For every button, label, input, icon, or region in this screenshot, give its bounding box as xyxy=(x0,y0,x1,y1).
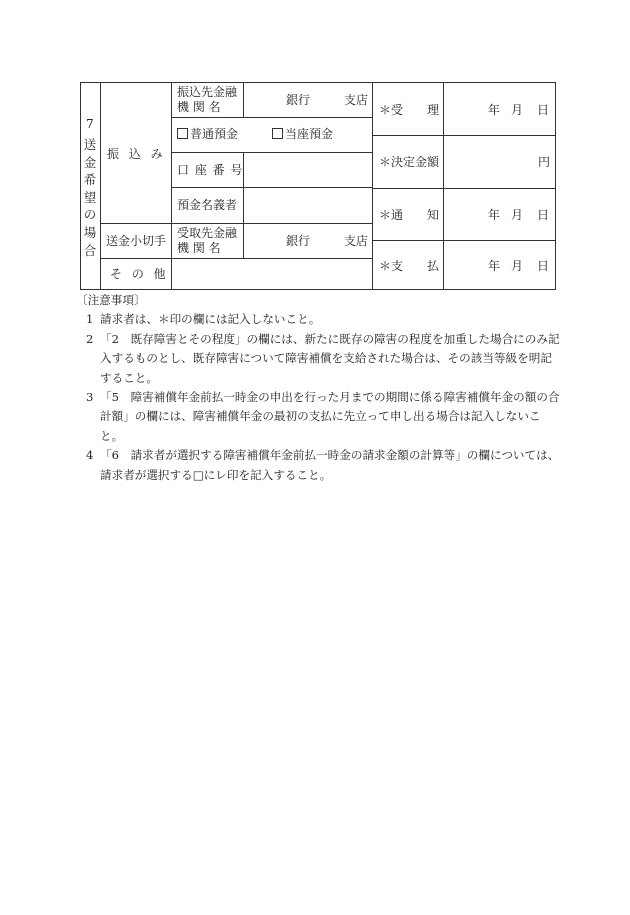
section-number: 7 xyxy=(86,117,94,131)
recv-bank-label-line1: 受取先金融 xyxy=(177,226,238,240)
tsuchi-year: 年 xyxy=(488,208,501,222)
note-number: 1 xyxy=(86,312,94,327)
deposit-ordinary-option[interactable] xyxy=(177,126,238,143)
notes-heading: 〔注意事項〕 xyxy=(76,293,146,307)
deposit-current-option[interactable] xyxy=(272,126,333,143)
uketsuke-month: 月 xyxy=(511,103,524,117)
bank-label-line2: 機 関 名 xyxy=(177,100,221,114)
note-item xyxy=(86,388,560,446)
deposit-ordinary-label: 普通預金 xyxy=(190,127,239,141)
checkbox-current[interactable] xyxy=(272,128,283,139)
uketsuke-day: 日 xyxy=(537,103,550,117)
section-title-char: 望 xyxy=(83,189,97,205)
shiharai-year: 年 xyxy=(488,259,501,273)
shiharai-month: 月 xyxy=(511,259,524,273)
note-number: 3 xyxy=(86,390,94,405)
sonota-label: そ の 他 xyxy=(110,267,169,281)
shiharai-day: 日 xyxy=(537,259,550,273)
recv-bank-value-bank: 銀行 xyxy=(286,234,311,248)
note-item xyxy=(86,310,560,329)
account-number-field[interactable] xyxy=(244,153,372,187)
sokin-label: 送金小切手 xyxy=(106,234,167,248)
note-number: 4 xyxy=(86,448,94,463)
section-title-char: の xyxy=(83,207,97,223)
uketsuke-label: ＊受 理 xyxy=(379,103,440,117)
tsuchi-day: 日 xyxy=(537,208,550,222)
note-text: 「6 請求者が選択する障害補償年金前払一時金の請求金額の計算等」の欄については、請求者が選択する□にレ印を記入すること。 xyxy=(100,448,560,482)
section-title-char: 場 xyxy=(83,224,97,240)
holder-field[interactable] xyxy=(244,188,372,223)
kettei-kingaku-unit: 円 xyxy=(538,155,551,169)
note-text: 「5 障害補償年金前払一時金の申出を行った月までの期間に係る障害補償年金の額の合計額」の欄には、障害補償年金の最初の支払に先立って申し出る場合は記入しないこと。 xyxy=(100,390,560,443)
note-item xyxy=(86,330,560,388)
bank-value-branch: 支店 xyxy=(344,93,369,107)
tsuchi-month: 月 xyxy=(511,208,524,222)
note-number: 2 xyxy=(86,331,94,346)
furikomi-label: 振 込 み xyxy=(107,147,166,161)
uketsuke-year: 年 xyxy=(488,103,501,117)
section-title-char: 合 xyxy=(83,242,97,258)
bank-value-bank: 銀行 xyxy=(286,93,311,107)
section-title-char: 希 xyxy=(83,172,97,188)
sonota-field[interactable] xyxy=(172,259,372,289)
note-text: 「2 既存障害とその程度」の欄には、新たに既存の障害の程度を加重した場合にのみ記入するものとし、既存障害について障害補償を支給された場合は、その該当等級を明記すること。 xyxy=(100,331,560,385)
section-title-vertical xyxy=(82,136,98,259)
bank-label-line1: 振込先金融 xyxy=(177,85,238,99)
recv-bank-value-branch: 支店 xyxy=(344,234,369,248)
account-number-label: 口 座 番 号 xyxy=(177,163,244,177)
checkbox-ordinary[interactable] xyxy=(177,128,188,139)
shiharai-label: ＊支 払 xyxy=(379,259,440,273)
holder-label: 預金名義者 xyxy=(177,198,238,212)
kettei-kingaku-label: ＊決定金額 xyxy=(379,155,440,169)
deposit-current-label: 当座預金 xyxy=(285,127,334,141)
recv-bank-label-line2: 機 関 名 xyxy=(177,241,221,255)
note-text: 請求者は、＊印の欄には記入しないこと。 xyxy=(100,312,321,327)
section-title-char: 金 xyxy=(83,154,97,170)
section-title-char: 送 xyxy=(83,137,97,152)
notes-section xyxy=(76,291,560,485)
tsuchi-label: ＊通 知 xyxy=(379,208,440,222)
note-item xyxy=(86,446,560,485)
